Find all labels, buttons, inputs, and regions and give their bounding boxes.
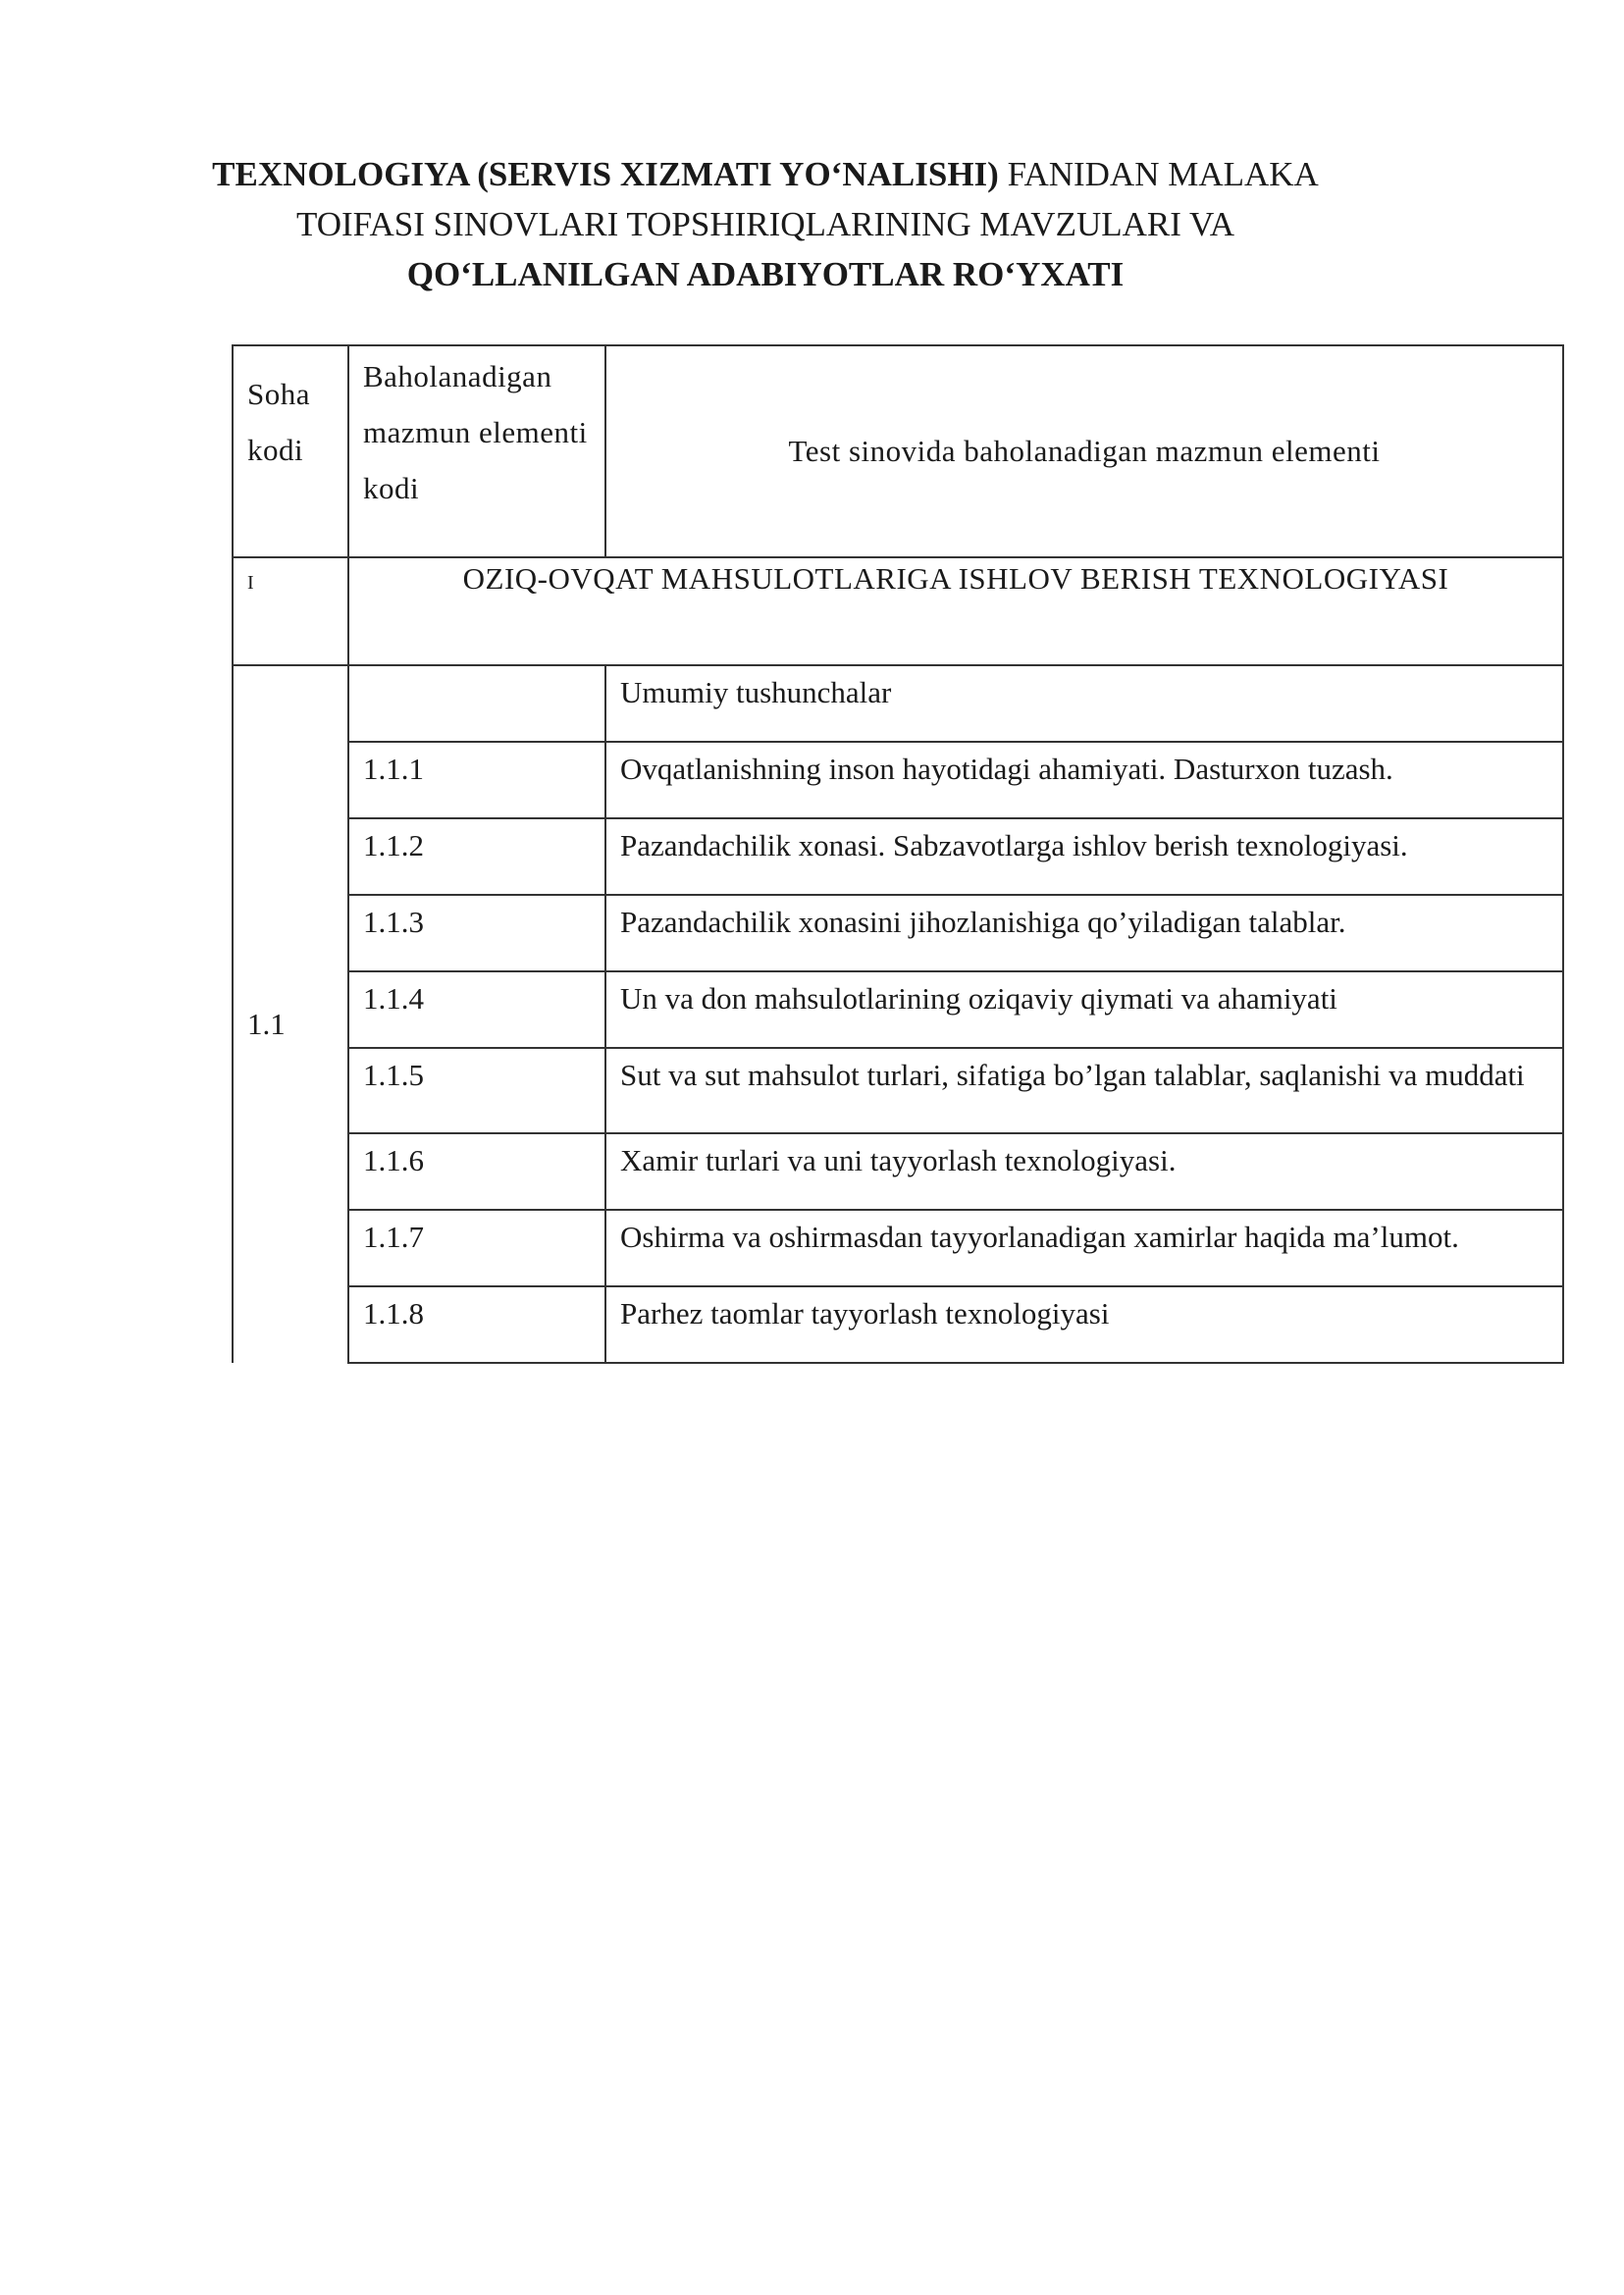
element-text: Sut va sut mahsulot turlari, sifatiga bo’lgan talablar, saqlanishi va muddati xyxy=(605,1048,1563,1133)
area-code-text: 1.1 xyxy=(247,1007,286,1041)
table-row xyxy=(233,818,1563,895)
table-row xyxy=(233,971,1563,1048)
table-row xyxy=(233,1048,1563,1133)
table-row xyxy=(233,1286,1563,1363)
header-row xyxy=(233,345,1563,557)
element-text: Pazandachilik xonasini jihozlanishiga qo’yiladigan talablar. xyxy=(605,895,1563,971)
element-code: 1.1.6 xyxy=(348,1133,605,1210)
section-row xyxy=(233,557,1563,665)
table-row xyxy=(233,742,1563,818)
element-text: Ovqatlanishning inson hayotidagi ahamiyati. Dasturxon tuzash. xyxy=(605,742,1563,818)
element-code: 1.1.4 xyxy=(348,971,605,1048)
element-text: Un va don mahsulotlarining oziqaviy qiymati va ahamiyati xyxy=(605,971,1563,1048)
header-element: Test sinovida baholanadigan mazmun elementi xyxy=(605,345,1563,557)
subheading-text: Umumiy tushunchalar xyxy=(605,665,1563,742)
area-code xyxy=(233,665,348,1363)
element-text: Pazandachilik xonasi. Sabzavotlarga ishlov berish texnologiyasi. xyxy=(605,818,1563,895)
document-title xyxy=(196,149,1335,299)
element-text: Oshirma va oshirmasdan tayyorlanadigan xamirlar haqida ma’lumot. xyxy=(605,1210,1563,1286)
subheading-row xyxy=(233,665,1563,742)
element-code: 1.1.1 xyxy=(348,742,605,818)
subheading-code xyxy=(348,665,605,742)
element-code: 1.1.7 xyxy=(348,1210,605,1286)
header-element-kodi: Baholanadigan mazmun elementi kodi xyxy=(348,345,605,557)
title-line-3 xyxy=(196,249,1335,299)
title-line-2: TOIFASI SINOVLARI TOPSHIRIQLARINING MAVZULARI VA xyxy=(295,205,1235,243)
table-row xyxy=(233,895,1563,971)
title-line-1-rest: FANIDAN MALAKA xyxy=(998,155,1319,193)
table-row xyxy=(233,1133,1563,1210)
section-title: OZIQ-OVQAT MAHSULOTLARIGA ISHLOV BERISH TEXNOLOGIYASI xyxy=(348,557,1563,665)
title-line-1 xyxy=(196,149,1335,199)
element-code: 1.1.8 xyxy=(348,1286,605,1363)
element-text: Xamir turlari va uni tayyorlash texnologiyasi. xyxy=(605,1133,1563,1210)
table-row xyxy=(233,1210,1563,1286)
element-code: 1.1.5 xyxy=(348,1048,605,1133)
title-line-3-bold: QO‘LLANILGAN ADABIYOTLAR RO‘YXATI xyxy=(406,255,1125,293)
content-table xyxy=(232,344,1564,1364)
element-code: 1.1.3 xyxy=(348,895,605,971)
section-code: I xyxy=(233,557,348,665)
element-code: 1.1.2 xyxy=(348,818,605,895)
title-line-1-bold: TEXNOLOGIYA (SERVIS XIZMATI YO‘NALISHI) xyxy=(212,155,999,193)
element-text: Parhez taomlar tayyorlash texnologiyasi xyxy=(605,1286,1563,1363)
header-soha-kodi: Soha kodi xyxy=(233,345,348,557)
